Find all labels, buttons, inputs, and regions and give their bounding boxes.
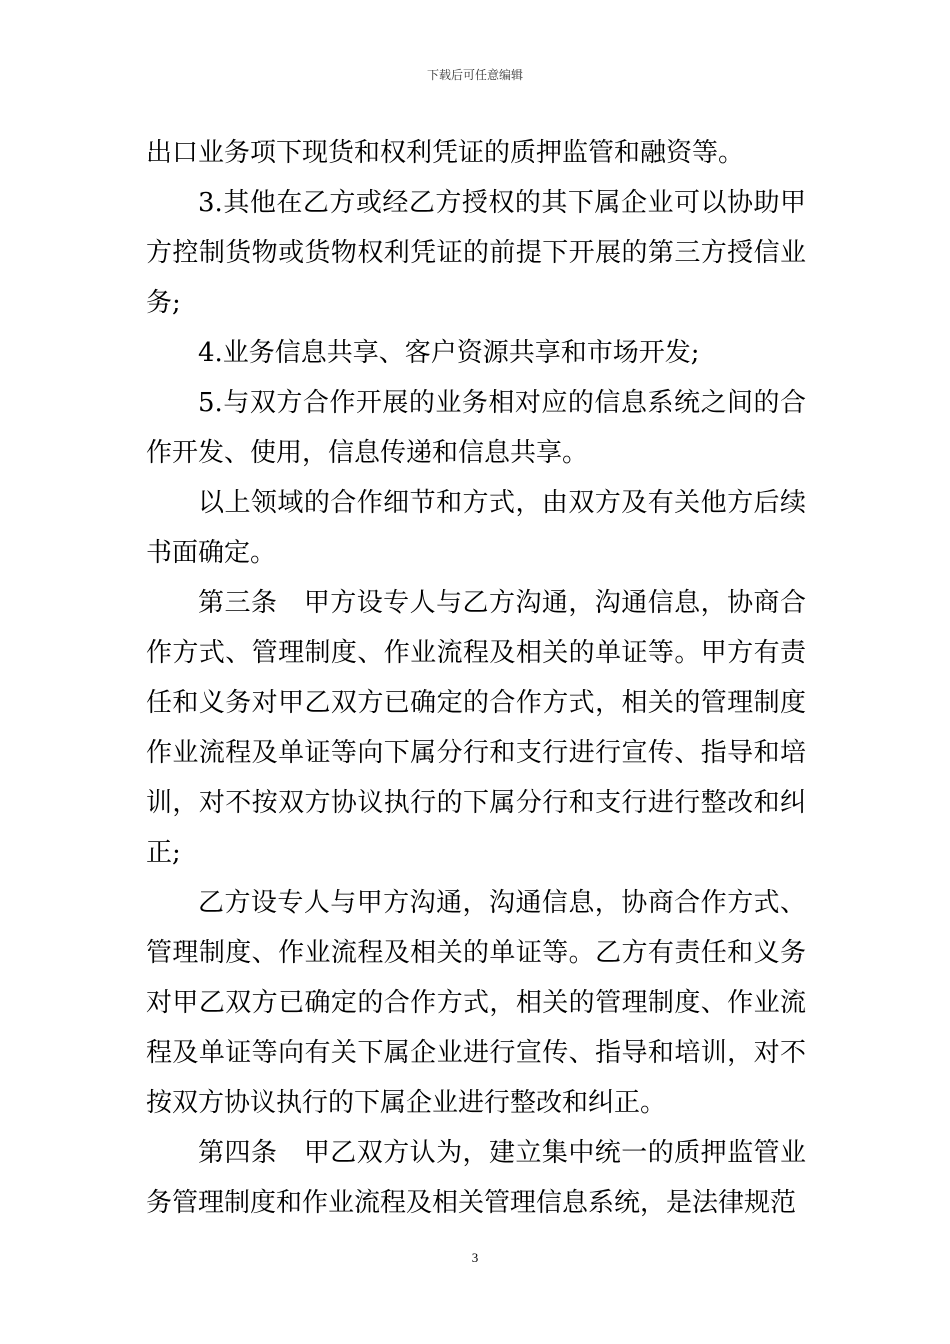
paragraph: 以上领域的合作细节和方式，由双方及有关他方后续书面确定。 [146,488,806,568]
paragraph: 5.与双方合作开展的业务相对应的信息系统之间的合作开发、使用，信息传递和信息共享。 [146,388,806,468]
page-header: 下载后可任意编辑 [426,68,523,82]
article-three-paragraph: 第三条 甲方设专人与乙方沟通，沟通信息，协商合作方式、管理制度、作业流程及相关的单证等。甲方有责任和义务对甲乙双方已确定的合作方式，相关的管理制度作业流程及单证等向下属分行和支行进行宣传、指导和培训，对不按双方协议执行的下属分行和支行进行整改和纠正; [146,588,806,868]
paragraph: 3.其他在乙方或经乙方授权的其下属企业可以协助甲方控制货物或货物权利凭证的前提下开展的第三方授信业务; [146,188,806,318]
paragraph: 4.业务信息共享、客户资源共享和市场开发; [198,338,700,368]
document-body [146,128,806,1228]
page-number: 3 [471,1250,479,1265]
paragraph: 出口业务项下现货和权利凭证的质押监管和融资等。 [146,138,745,168]
paragraph: 乙方设专人与甲方沟通，沟通信息，协商合作方式、管理制度、作业流程及相关的单证等。乙方有责任和义务对甲乙双方已确定的合作方式，相关的管理制度、作业流程及单证等向有关下属企业进行宣传、指导和培训，对不按双方协议执行的下属企业进行整改和纠正。 [146,888,806,1118]
article-four-paragraph: 第四条 甲乙双方认为，建立集中统一的质押监管业务管理制度和作业流程及相关管理信息系统，是法律规范 [146,1138,806,1218]
